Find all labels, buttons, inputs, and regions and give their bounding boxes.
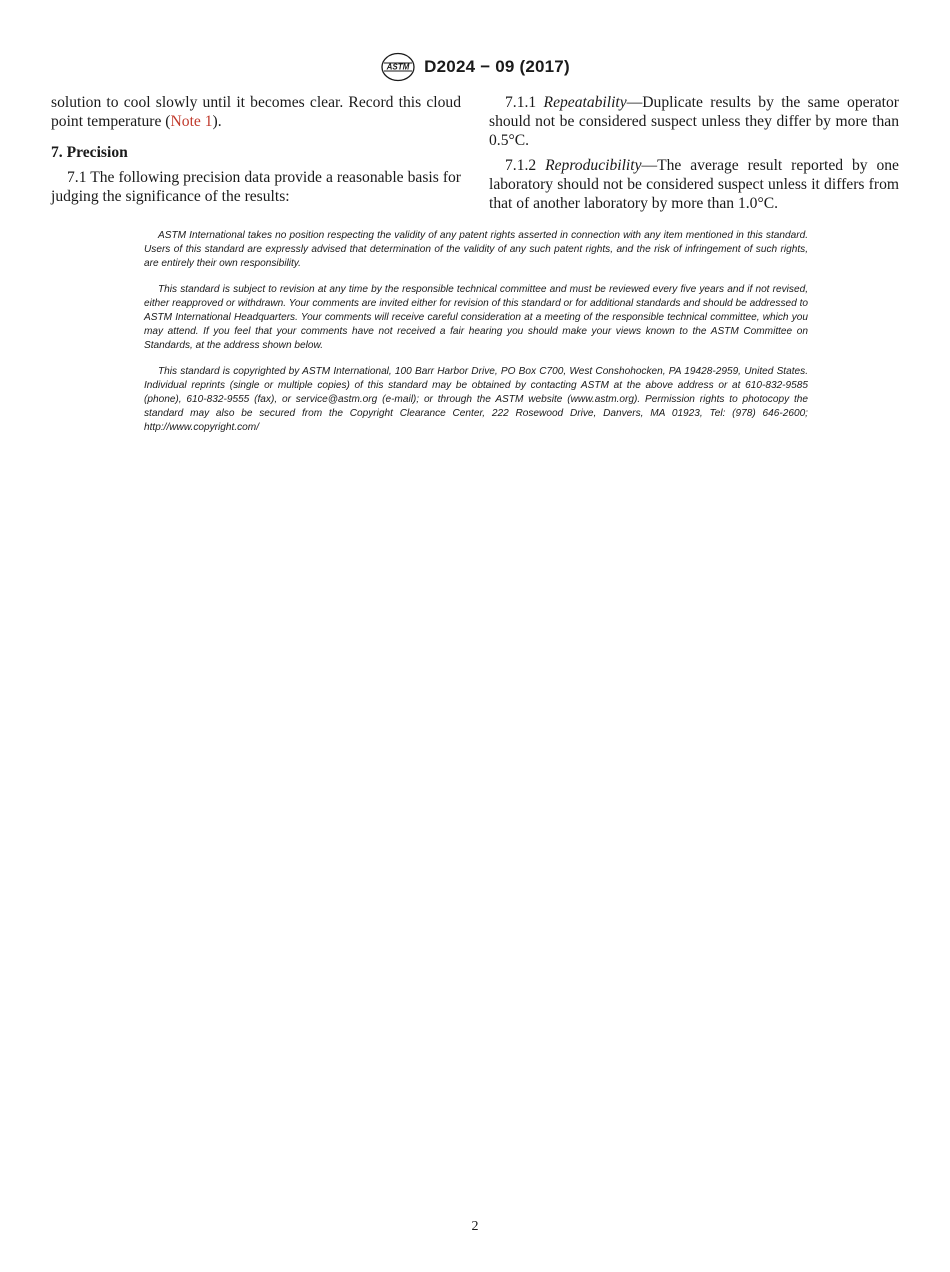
paragraph-7-1-2: 7.1.2 Reproducibility—The average result reported by one laboratory should not be considered suspect unless it differs from that of another laboratory by more than 1.0°C. <box>489 157 899 212</box>
revision-notice: This standard is subject to revision at any time by the responsible technical committee and must be reviewed every five years and if not revised, either reapproved or withdrawn. Your comments are invited either for revision of this standard or for additional standards and should be addressed to ASTM International Headquarters. Your comments will receive careful consideration at a meeting of the responsible technical committee, which you may attend. If you feel that your comments have not received a fair hearing you should make your views known to the ASTM Committee on Standards, at the address shown below. <box>144 284 808 351</box>
term-reproducibility: Reproducibility <box>545 157 642 174</box>
copyright-notice: This standard is copyrighted by ASTM International, 100 Barr Harbor Drive, PO Box C700, West Conshohocken, PA 19428-2959, United States. Individual reprints (single or multiple copies) of this standard may be obtained by contacting ASTM at the above address or at 610-832-9585 (phone), 610-832-9555 (fax), or service@astm.org (e-mail); or through the ASTM website (www.astm.org). Permission rights to photocopy the standard may also be secured from the Copyright Clearance Center, 222 Rosewood Drive, Danvers, MA 01923, Tel: (978) 646-2600; http://www.copyright.com/ <box>144 366 808 433</box>
left-column <box>51 93 461 206</box>
patent-notice: ASTM International takes no position respecting the validity of any patent rights asserted in connection with any item mentioned in this standard. Users of this standard are expressly advised that determination of the validity of any such patent rights, and the risk of infringement of such rights, are entirely their own responsibility. <box>144 230 808 269</box>
paragraph-7-1-1: 7.1.1 Repeatability—Duplicate results by the same operator should not be considered suspect unless they differ by more than 0.5°C. <box>489 94 899 149</box>
standard-designation: D2024 − 09 (2017) <box>424 57 570 76</box>
right-column <box>489 93 899 213</box>
page-header <box>0 52 950 82</box>
note-1-link[interactable]: Note 1 <box>170 113 213 130</box>
paragraph-continuation: solution to cool slowly until it becomes clear. Record this cloud point temperature (Note 1). <box>51 94 461 130</box>
astm-logo <box>380 52 416 82</box>
paragraph-7-1: 7.1 The following precision data provide a reasonable basis for judging the significance of the results: <box>51 169 461 205</box>
page-number: 2 <box>471 1219 479 1234</box>
section-heading-precision: 7. Precision <box>51 144 128 161</box>
logo-lettering: ASTM <box>386 62 410 72</box>
legal-notices <box>144 229 808 447</box>
term-repeatability: Repeatability <box>543 94 627 111</box>
